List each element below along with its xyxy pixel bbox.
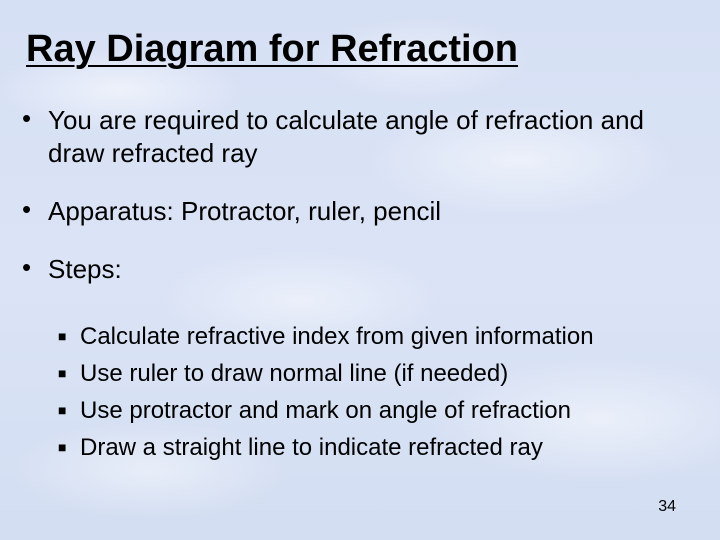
step-text: Calculate refractive index from given information bbox=[80, 323, 594, 350]
bullet-dot-icon: • bbox=[22, 194, 32, 224]
bullet-text: Steps: bbox=[48, 254, 122, 284]
page-number: 34 bbox=[658, 498, 676, 515]
bullet-item bbox=[22, 253, 702, 286]
square-bullet-icon: ■ bbox=[58, 439, 67, 455]
step-text: Draw a straight line to indicate refracted ray bbox=[80, 434, 543, 461]
square-bullet-icon: ■ bbox=[58, 402, 67, 418]
bullet-item bbox=[22, 195, 702, 228]
step-item bbox=[58, 429, 708, 466]
step-item bbox=[58, 355, 708, 392]
square-bullet-icon: ■ bbox=[58, 328, 67, 344]
bullet-item bbox=[22, 104, 702, 170]
step-item bbox=[58, 392, 708, 429]
bullet-text: You are required to calculate angle of refraction and draw refracted ray bbox=[48, 105, 644, 168]
bullet-dot-icon: • bbox=[22, 103, 32, 133]
square-bullet-icon: ■ bbox=[58, 365, 67, 381]
bullet-list bbox=[22, 104, 702, 311]
slide-title: Ray Diagram for Refraction bbox=[26, 28, 519, 70]
bullet-dot-icon: • bbox=[22, 252, 32, 282]
steps-list bbox=[58, 318, 708, 466]
step-item bbox=[58, 318, 708, 355]
step-text: Use protractor and mark on angle of refraction bbox=[80, 397, 571, 424]
step-text: Use ruler to draw normal line (if needed) bbox=[80, 360, 509, 387]
bullet-text: Apparatus: Protractor, ruler, pencil bbox=[48, 196, 442, 226]
